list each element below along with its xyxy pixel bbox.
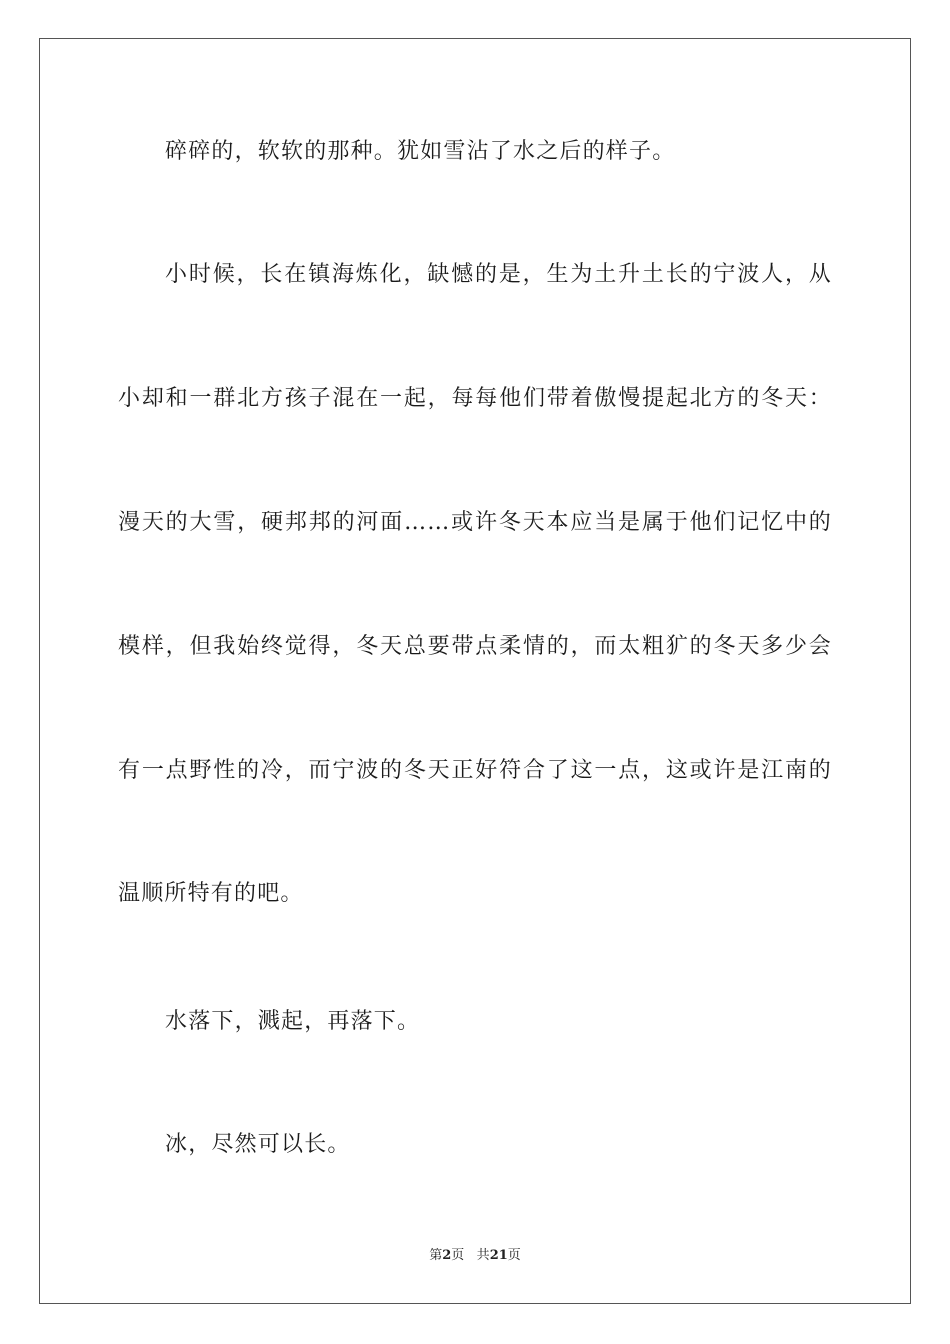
paragraph-line-1: 碎碎的，软软的那种。犹如雪沾了水之后的样子。 (165, 139, 676, 164)
paragraph-line-6: 有一点野性的冷，而宁波的冬天正好符合了这一点，这或许是江南的 (118, 758, 832, 783)
footer-total-suffix: 页 (507, 1248, 521, 1263)
paragraph-line-5: 模样，但我始终觉得，冬天总要带点柔情的，而太粗犷的冬天多少会 (118, 634, 832, 659)
page-border (39, 38, 911, 1304)
footer-page-prefix: 第 (429, 1248, 443, 1263)
page-footer (0, 1246, 950, 1266)
paragraph-line-7: 温顺所特有的吧。 (118, 881, 304, 906)
paragraph-line-3: 小却和一群北方孩子混在一起，每每他们带着傲慢提起北方的冬天： (118, 386, 832, 411)
paragraph-line-4: 漫天的大雪，硬邦邦的河面……或许冬天本应当是属于他们记忆中的 (118, 510, 832, 535)
footer-page-suffix: 页 (451, 1248, 465, 1263)
paragraph-line-9: 冰，尽然可以长。 (165, 1132, 351, 1157)
footer-total-pages: 21 (489, 1248, 508, 1263)
footer-page-number: 2 (442, 1248, 452, 1263)
footer-total-prefix: 共 (476, 1248, 490, 1263)
paragraph-line-2: 小时候，长在镇海炼化，缺憾的是，生为土升土长的宁波人，从 (165, 262, 832, 287)
paragraph-line-8: 水落下，溅起，再落下。 (165, 1009, 421, 1034)
